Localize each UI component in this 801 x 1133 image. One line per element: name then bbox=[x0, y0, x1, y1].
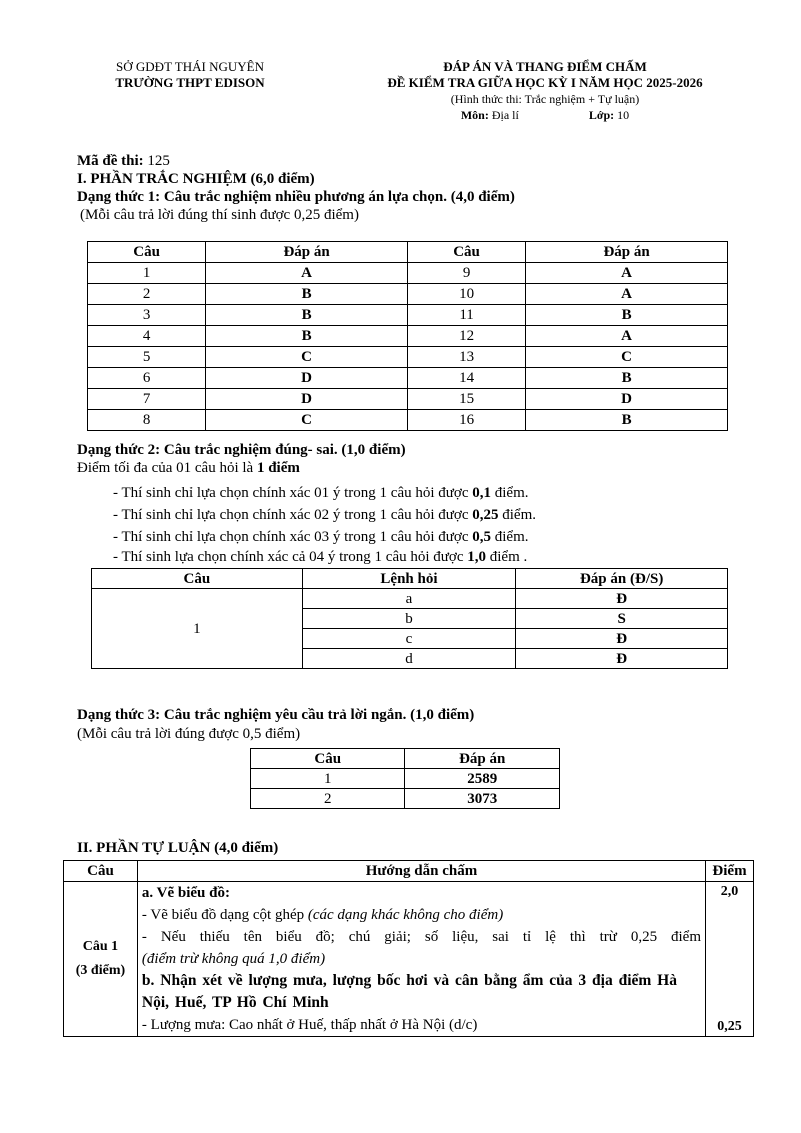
column-header: Đáp án bbox=[206, 242, 408, 263]
rule-suffix: điểm. bbox=[491, 485, 529, 501]
answer-cell: C bbox=[206, 410, 408, 431]
question-number: 16 bbox=[407, 410, 525, 431]
question-number: 5 bbox=[88, 347, 206, 368]
school-header bbox=[80, 59, 300, 91]
answer-cell: Đ bbox=[516, 629, 728, 649]
question-number: 3 bbox=[88, 305, 206, 326]
answer-cell: C bbox=[206, 347, 408, 368]
scoring-rule bbox=[113, 548, 527, 566]
column-header: Câu bbox=[88, 242, 206, 263]
question-number: 4 bbox=[88, 326, 206, 347]
question-label: Câu 1 bbox=[82, 939, 119, 954]
table-row bbox=[88, 284, 728, 305]
part-a-title: a. Vẽ biểu đồ: bbox=[141, 885, 230, 901]
grading-guide bbox=[137, 882, 705, 1037]
scoring-rule bbox=[113, 528, 529, 546]
column-header: Câu bbox=[407, 242, 525, 263]
column-header: Hướng dẫn chấm bbox=[137, 861, 705, 882]
exam-code-value: 125 bbox=[143, 153, 170, 169]
part-a-line: - Nếu thiếu tên biểu đồ; chú giải; số liệu, sai tỉ lệ thì trừ 0,25 điểm bbox=[141, 929, 701, 945]
exam-code-label: Mã đề thi: bbox=[77, 153, 144, 169]
table-row bbox=[251, 769, 560, 789]
subject-label: Môn: bbox=[460, 108, 489, 122]
dang3-title: Dạng thức 3: Câu trắc nghiệm yêu cầu trả lời ngắn. (1,0 điểm) bbox=[77, 707, 475, 723]
part-a-text: - Vẽ biểu đồ dạng cột ghép bbox=[141, 907, 308, 923]
table-header-row bbox=[64, 861, 754, 882]
column-header: Đáp án bbox=[526, 242, 728, 263]
column-header: Lệnh hỏi bbox=[302, 569, 516, 589]
exam-code-line bbox=[77, 152, 170, 170]
part-b-line: - Lượng mưa: Cao nhất ở Huế, thấp nhất ở Hà Nội (d/c) bbox=[141, 1017, 478, 1033]
multiple-choice-answer-table bbox=[87, 241, 728, 431]
short-answer-table bbox=[250, 748, 560, 809]
scoring-rule bbox=[113, 484, 529, 502]
answer-cell: A bbox=[206, 263, 408, 284]
grade-label: Lớp: bbox=[588, 108, 615, 122]
question-number: 14 bbox=[407, 368, 525, 389]
question-number: 8 bbox=[88, 410, 206, 431]
answer-cell: A bbox=[526, 284, 728, 305]
question-number: 13 bbox=[407, 347, 525, 368]
column-header: Điểm bbox=[706, 861, 754, 882]
table-row bbox=[88, 326, 728, 347]
score-a: 2,0 bbox=[720, 884, 739, 899]
column-header: Câu bbox=[64, 861, 138, 882]
table-header-row bbox=[88, 242, 728, 263]
school-name: TRƯỜNG THPT EDISON bbox=[115, 75, 265, 90]
answer-cell: B bbox=[526, 368, 728, 389]
department-name: SỞ GDĐT THÁI NGUYÊN bbox=[116, 59, 264, 74]
rule-points: 0,1 bbox=[472, 485, 492, 501]
question-points: (3 điểm) bbox=[75, 963, 126, 978]
statement-letter: c bbox=[302, 629, 516, 649]
question-number: 2 bbox=[251, 789, 405, 809]
answer-cell: B bbox=[206, 305, 408, 326]
column-header: Câu bbox=[251, 749, 405, 769]
rule-text: - Thí sinh chỉ lựa chọn chính xác 03 ý trong 1 câu hỏi được bbox=[113, 529, 473, 545]
question-number: 6 bbox=[88, 368, 206, 389]
dang3-note: (Mỗi câu trả lời đúng được 0,5 điểm) bbox=[77, 726, 301, 742]
table-header-row bbox=[251, 749, 560, 769]
rule-suffix: điểm. bbox=[491, 529, 529, 545]
answer-cell: B bbox=[206, 326, 408, 347]
exam-format: (Hình thức thi: Trắc nghiệm + Tự luận) bbox=[450, 92, 640, 106]
part-a-note: (điểm trừ không quá 1,0 điểm) bbox=[141, 951, 326, 967]
column-header: Câu bbox=[92, 569, 303, 589]
statement-letter: b bbox=[302, 609, 516, 629]
table-row bbox=[64, 882, 754, 1037]
max-score-text: Điểm tối đa của 01 câu hỏi là bbox=[77, 460, 257, 476]
dang2-title: Dạng thức 2: Câu trắc nghiệm đúng- sai. (1,0 điểm) bbox=[77, 442, 406, 458]
answer-cell: Đ bbox=[516, 589, 728, 609]
table-row bbox=[251, 789, 560, 809]
column-header: Đáp án (Đ/S) bbox=[516, 569, 728, 589]
question-cell bbox=[64, 882, 138, 1037]
score-cell bbox=[706, 882, 754, 1037]
rule-suffix: điểm . bbox=[486, 549, 528, 565]
subject-value: Địa lí bbox=[488, 108, 519, 122]
question-number: 1 bbox=[88, 263, 206, 284]
dang1-title: Dạng thức 1: Câu trắc nghiệm nhiều phương án lựa chọn. (4,0 điểm) bbox=[77, 189, 515, 205]
subject-line bbox=[330, 107, 760, 123]
grade-value: 10 bbox=[614, 108, 630, 122]
section2-title: II. PHẦN TỰ LUẬN (4,0 điểm) bbox=[77, 840, 279, 856]
column-header: Đáp án bbox=[405, 749, 560, 769]
table-row bbox=[88, 410, 728, 431]
question-number: 15 bbox=[407, 389, 525, 410]
exam-title: ĐỀ KIỂM TRA GIỮA HỌC KỲ I NĂM HỌC 2025-2026 bbox=[387, 75, 703, 90]
question-number: 2 bbox=[88, 284, 206, 305]
answer-cell: B bbox=[526, 305, 728, 326]
table-row bbox=[88, 263, 728, 284]
document-title: ĐÁP ÁN VÀ THANG ĐIỂM CHẤM bbox=[443, 59, 647, 74]
statement-letter: d bbox=[302, 649, 516, 669]
rule-text: - Thí sinh lựa chọn chính xác cả 04 ý trong 1 câu hỏi được bbox=[113, 549, 468, 565]
answer-cell: D bbox=[526, 389, 728, 410]
answer-cell: D bbox=[206, 368, 408, 389]
answer-cell: 2589 bbox=[405, 769, 560, 789]
table-row bbox=[88, 305, 728, 326]
table-row bbox=[88, 347, 728, 368]
question-number: 10 bbox=[407, 284, 525, 305]
table-header-row bbox=[92, 569, 728, 589]
part-b-title: b. Nhận xét về lượng mưa, lượng bốc hơi và cân bằng ẩm của 3 địa điểm Hà Nội, Huế, TP Hồ Chí Minh bbox=[141, 972, 677, 1011]
question-number: 11 bbox=[407, 305, 525, 326]
answer-cell: B bbox=[206, 284, 408, 305]
exam-header bbox=[330, 59, 760, 123]
question-number: 12 bbox=[407, 326, 525, 347]
answer-cell: B bbox=[526, 410, 728, 431]
dang1-note: (Mỗi câu trả lời đúng thí sinh được 0,25 điểm) bbox=[80, 207, 359, 223]
score-b1: 0,25 bbox=[717, 1019, 742, 1034]
question-number: 1 bbox=[92, 589, 303, 669]
table-row bbox=[92, 589, 728, 609]
table-row bbox=[88, 389, 728, 410]
answer-cell: 3073 bbox=[405, 789, 560, 809]
rule-text: - Thí sinh chỉ lựa chọn chính xác 01 ý trong 1 câu hỏi được bbox=[113, 485, 473, 501]
answer-cell: D bbox=[206, 389, 408, 410]
dang2-max-score bbox=[77, 459, 300, 477]
answer-cell: A bbox=[526, 263, 728, 284]
table-row bbox=[88, 368, 728, 389]
answer-cell: Đ bbox=[516, 649, 728, 669]
question-number: 9 bbox=[407, 263, 525, 284]
rule-points: 0,25 bbox=[472, 507, 499, 523]
part-a-note: (các dạng khác không cho điểm) bbox=[307, 907, 504, 923]
section1-title: I. PHẦN TRẮC NGHIỆM (6,0 điểm) bbox=[77, 171, 315, 187]
rule-suffix: điểm. bbox=[498, 507, 537, 523]
answer-cell: A bbox=[526, 326, 728, 347]
scoring-rule bbox=[113, 506, 536, 524]
answer-cell: C bbox=[526, 347, 728, 368]
statement-letter: a bbox=[302, 589, 516, 609]
part-a-line bbox=[142, 904, 701, 926]
rule-text: - Thí sinh chỉ lựa chọn chính xác 02 ý trong 1 câu hỏi được bbox=[113, 507, 473, 523]
rule-points: 1,0 bbox=[467, 549, 486, 565]
max-score-value: 1 điểm bbox=[256, 460, 300, 476]
question-number: 1 bbox=[251, 769, 405, 789]
true-false-answer-table bbox=[91, 568, 728, 669]
question-number: 7 bbox=[88, 389, 206, 410]
answer-cell: S bbox=[516, 609, 728, 629]
rule-points: 0,5 bbox=[472, 529, 492, 545]
essay-grading-table bbox=[63, 860, 754, 1037]
